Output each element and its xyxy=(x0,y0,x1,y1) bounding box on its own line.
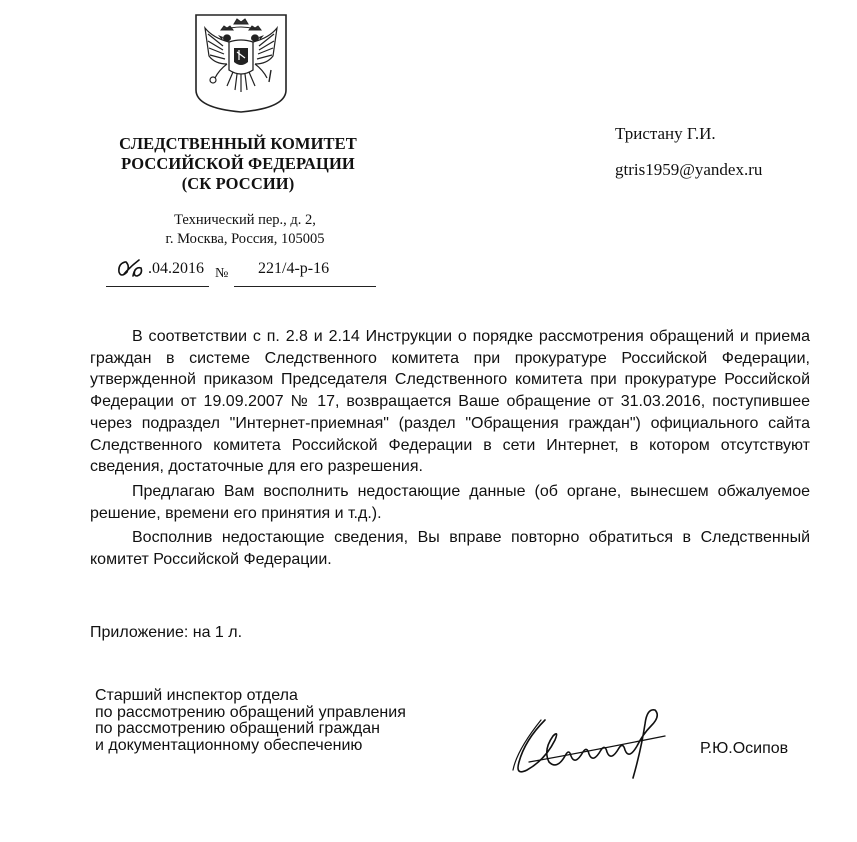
attachment-note: Приложение: на 1 л. xyxy=(90,624,243,641)
body-paragraph-3: Восполнив недостающие сведения, Вы вправе повторно обратиться в Следственный комитет Российской Федерации. xyxy=(90,529,810,569)
body-paragraph-2: Предлагаю Вам восполнить недостающие данные (об органе, вынесшем обжалуемое решение, времени его принятия и т.д.). xyxy=(90,482,810,522)
coat-of-arms-icon xyxy=(193,12,289,114)
handwritten-signature xyxy=(505,690,695,790)
signer-name: Р.Ю.Осипов xyxy=(700,740,789,757)
body-paragraph-1: В соответствии с п. 2.8 и 2.14 Инструкции о порядке рассмотрения обращений и приема граждан в системе Следственного комитета при прокуратуре Российской Федерации, утвержденной приказом Председателя Следственного комитета при прокуратуре Российской Федерации от 19.09.2007 № 17, возвращается Ваше обращение от 31.03.2016, поступившее через подраздел "Интернет-приемная" (раздел "Обращения граждан") официального сайта Следственного комитета Российской Федерации в сети Интернет, в котором отсутствуют сведения, достаточные для его разрешения. xyxy=(90,328,810,476)
org-line-2: РОССИЙСКОЙ ФЕДЕРАЦИИ xyxy=(121,154,355,173)
number-sign: № xyxy=(215,266,229,281)
org-line-1: СЛЕДСТВЕННЫЙ КОМИТЕТ xyxy=(119,134,357,153)
position-line-2: по рассмотрению обращений управления xyxy=(95,703,406,721)
letter-date: .04.2016 xyxy=(148,260,204,277)
org-line-3: (СК РОССИИ) xyxy=(181,174,295,193)
organization-header xyxy=(100,134,376,194)
letter-body xyxy=(90,326,810,571)
handwritten-day xyxy=(115,254,149,282)
date-underline xyxy=(106,286,209,287)
address-line-1: Технический пер., д. 2, xyxy=(174,212,316,228)
recipient-block xyxy=(615,116,762,188)
position-line-4: и документационному обеспечению xyxy=(95,736,363,754)
registration-number: 221/4-р-16 xyxy=(258,260,330,277)
recipient-email: gtris1959@yandex.ru xyxy=(615,160,763,179)
address-line-2: г. Москва, Россия, 105005 xyxy=(165,231,325,247)
recipient-name: Тристану Г.И. xyxy=(615,124,716,143)
number-underline xyxy=(234,286,376,287)
position-line-3: по рассмотрению обращений граждан xyxy=(95,720,380,737)
organization-address xyxy=(110,211,380,249)
position-line-1: Старший инспектор отдела xyxy=(95,687,298,704)
signer-position xyxy=(95,688,406,754)
